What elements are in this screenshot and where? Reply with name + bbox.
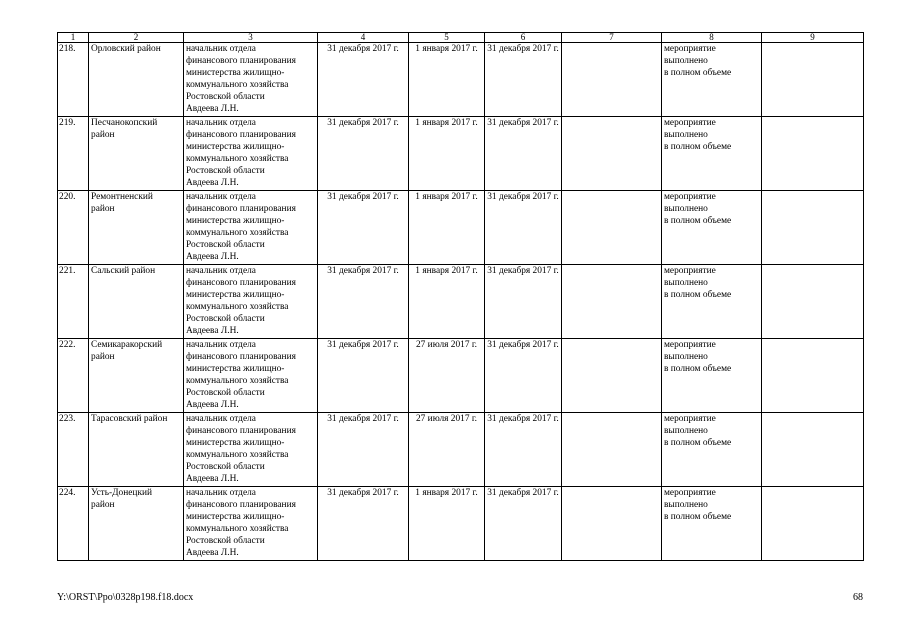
plan-date-cell: 31 декабря 2017 г. bbox=[318, 339, 409, 413]
end-date-cell: 31 декабря 2017 г. bbox=[485, 487, 562, 561]
result-cell-line: выполнено bbox=[664, 352, 708, 362]
district-cell bbox=[89, 487, 184, 561]
plan-date-cell: 31 декабря 2017 г. bbox=[318, 191, 409, 265]
responsible-cell bbox=[184, 339, 318, 413]
responsible-cell-line: коммунального хозяйства bbox=[186, 228, 289, 238]
responsible-cell-line: коммунального хозяйства bbox=[186, 524, 289, 534]
responsible-cell-line: начальник отдела bbox=[186, 44, 256, 54]
document-table bbox=[57, 32, 864, 561]
result-cell-line: выполнено bbox=[664, 204, 708, 214]
district-cell-line: Семикаракорский bbox=[91, 340, 163, 350]
result-cell bbox=[662, 117, 762, 191]
result-cell bbox=[662, 265, 762, 339]
result-cell-line: мероприятие bbox=[664, 340, 716, 350]
district-cell-line: район bbox=[91, 352, 115, 362]
responsible-cell bbox=[184, 43, 318, 117]
result-cell-line: в полном объеме bbox=[664, 216, 732, 226]
result-cell-line: в полном объеме bbox=[664, 438, 732, 448]
responsible-cell-line: Авдеева Л.Н. bbox=[186, 252, 239, 262]
col7-cell bbox=[562, 117, 662, 191]
table-row bbox=[58, 413, 864, 487]
col7-cell bbox=[562, 487, 662, 561]
col9-cell bbox=[762, 339, 864, 413]
header-cell: 5 bbox=[409, 33, 485, 43]
responsible-cell-line: Ростовской области bbox=[186, 166, 265, 176]
result-cell bbox=[662, 339, 762, 413]
responsible-cell bbox=[184, 413, 318, 487]
responsible-cell-line: Авдеева Л.Н. bbox=[186, 326, 239, 336]
district-cell-line: Усть-Донецкий bbox=[91, 488, 153, 498]
responsible-cell-line: Ростовской области bbox=[186, 240, 265, 250]
result-cell-line: выполнено bbox=[664, 56, 708, 66]
district-cell bbox=[89, 339, 184, 413]
header-cell: 6 bbox=[485, 33, 562, 43]
result-cell-line: в полном объеме bbox=[664, 512, 732, 522]
header-cell: 1 bbox=[58, 33, 89, 43]
responsible-cell bbox=[184, 265, 318, 339]
district-cell bbox=[89, 191, 184, 265]
table-row bbox=[58, 487, 864, 561]
col9-cell bbox=[762, 265, 864, 339]
header-cell: 9 bbox=[762, 33, 864, 43]
footer-page-number: 68 bbox=[853, 592, 863, 603]
district-cell bbox=[89, 43, 184, 117]
responsible-cell-line: Ростовской области bbox=[186, 388, 265, 398]
district-cell-line: Сальский район bbox=[91, 266, 156, 276]
start-date-cell: 1 января 2017 г. bbox=[409, 117, 485, 191]
row-number: 219. bbox=[58, 117, 89, 191]
start-date-cell: 1 января 2017 г. bbox=[409, 43, 485, 117]
end-date-cell: 31 декабря 2017 г. bbox=[485, 413, 562, 487]
responsible-cell-line: Авдеева Л.Н. bbox=[186, 548, 239, 558]
responsible-cell-line: министерства жилищно- bbox=[186, 68, 285, 78]
responsible-cell-line: Авдеева Л.Н. bbox=[186, 474, 239, 484]
responsible-cell-line: Ростовской области bbox=[186, 536, 265, 546]
row-number: 220. bbox=[58, 191, 89, 265]
header-cell: 8 bbox=[662, 33, 762, 43]
footer-file-path: Y:\ORST\Ppo\0328p198.f18.docx bbox=[57, 592, 194, 603]
district-cell-line: район bbox=[91, 204, 115, 214]
result-cell-line: выполнено bbox=[664, 500, 708, 510]
table-row bbox=[58, 43, 864, 117]
result-cell-line: в полном объеме bbox=[664, 68, 732, 78]
responsible-cell-line: начальник отдела bbox=[186, 192, 256, 202]
plan-date-cell: 31 декабря 2017 г. bbox=[318, 413, 409, 487]
district-cell-line: район bbox=[91, 130, 115, 140]
header-cell: 7 bbox=[562, 33, 662, 43]
end-date-cell: 31 декабря 2017 г. bbox=[485, 43, 562, 117]
col9-cell bbox=[762, 191, 864, 265]
header-cell: 4 bbox=[318, 33, 409, 43]
row-number: 221. bbox=[58, 265, 89, 339]
header-row bbox=[58, 33, 864, 43]
col9-cell bbox=[762, 117, 864, 191]
result-cell-line: мероприятие bbox=[664, 118, 716, 128]
plan-date-cell: 31 декабря 2017 г. bbox=[318, 117, 409, 191]
responsible-cell bbox=[184, 117, 318, 191]
responsible-cell bbox=[184, 487, 318, 561]
row-number: 218. bbox=[58, 43, 89, 117]
end-date-cell: 31 декабря 2017 г. bbox=[485, 265, 562, 339]
result-cell bbox=[662, 413, 762, 487]
responsible-cell-line: коммунального хозяйства bbox=[186, 80, 289, 90]
row-number: 222. bbox=[58, 339, 89, 413]
responsible-cell-line: Авдеева Л.Н. bbox=[186, 104, 239, 114]
responsible-cell-line: министерства жилищно- bbox=[186, 512, 285, 522]
result-cell-line: в полном объеме bbox=[664, 142, 732, 152]
responsible-cell-line: коммунального хозяйства bbox=[186, 154, 289, 164]
responsible-cell-line: Ростовской области bbox=[186, 92, 265, 102]
result-cell bbox=[662, 191, 762, 265]
district-cell-line: Тарасовский район bbox=[91, 414, 168, 424]
result-cell-line: мероприятие bbox=[664, 414, 716, 424]
district-cell-line: район bbox=[91, 500, 115, 510]
header-cell: 3 bbox=[184, 33, 318, 43]
responsible-cell-line: начальник отдела bbox=[186, 488, 256, 498]
responsible-cell-line: Авдеева Л.Н. bbox=[186, 178, 239, 188]
col7-cell bbox=[562, 265, 662, 339]
start-date-cell: 27 июля 2017 г. bbox=[409, 339, 485, 413]
result-cell-line: в полном объеме bbox=[664, 290, 732, 300]
plan-date-cell: 31 декабря 2017 г. bbox=[318, 265, 409, 339]
result-cell bbox=[662, 487, 762, 561]
col7-cell bbox=[562, 339, 662, 413]
table-row bbox=[58, 117, 864, 191]
result-cell-line: мероприятие bbox=[664, 488, 716, 498]
responsible-cell-line: коммунального хозяйства bbox=[186, 450, 289, 460]
responsible-cell-line: коммунального хозяйства bbox=[186, 376, 289, 386]
row-number: 224. bbox=[58, 487, 89, 561]
table-row bbox=[58, 339, 864, 413]
district-cell-line: Орловский район bbox=[91, 44, 161, 54]
responsible-cell-line: финансового планирования bbox=[186, 278, 296, 288]
responsible-cell-line: начальник отдела bbox=[186, 340, 256, 350]
responsible-cell-line: финансового планирования bbox=[186, 500, 296, 510]
responsible-cell-line: министерства жилищно- bbox=[186, 216, 285, 226]
responsible-cell-line: финансового планирования bbox=[186, 204, 296, 214]
header-cell: 2 bbox=[89, 33, 184, 43]
responsible-cell-line: министерства жилищно- bbox=[186, 364, 285, 374]
start-date-cell: 1 января 2017 г. bbox=[409, 265, 485, 339]
responsible-cell-line: начальник отдела bbox=[186, 266, 256, 276]
district-cell bbox=[89, 117, 184, 191]
col7-cell bbox=[562, 43, 662, 117]
col9-cell bbox=[762, 487, 864, 561]
table-row bbox=[58, 191, 864, 265]
district-cell-line: Ремонтненский bbox=[91, 192, 153, 202]
start-date-cell: 27 июля 2017 г. bbox=[409, 413, 485, 487]
responsible-cell-line: Авдеева Л.Н. bbox=[186, 400, 239, 410]
result-cell-line: выполнено bbox=[664, 130, 708, 140]
responsible-cell-line: финансового планирования bbox=[186, 352, 296, 362]
responsible-cell-line: коммунального хозяйства bbox=[186, 302, 289, 312]
col9-cell bbox=[762, 413, 864, 487]
col7-cell bbox=[562, 413, 662, 487]
result-cell-line: выполнено bbox=[664, 426, 708, 436]
district-cell bbox=[89, 413, 184, 487]
result-cell-line: мероприятие bbox=[664, 266, 716, 276]
end-date-cell: 31 декабря 2017 г. bbox=[485, 117, 562, 191]
responsible-cell-line: министерства жилищно- bbox=[186, 290, 285, 300]
responsible-cell-line: финансового планирования bbox=[186, 56, 296, 66]
start-date-cell: 1 января 2017 г. bbox=[409, 487, 485, 561]
plan-date-cell: 31 декабря 2017 г. bbox=[318, 487, 409, 561]
responsible-cell-line: начальник отдела bbox=[186, 118, 256, 128]
district-cell-line: Песчанокопский bbox=[91, 118, 158, 128]
responsible-cell-line: министерства жилищно- bbox=[186, 438, 285, 448]
responsible-cell-line: Ростовской области bbox=[186, 462, 265, 472]
district-cell bbox=[89, 265, 184, 339]
end-date-cell: 31 декабря 2017 г. bbox=[485, 339, 562, 413]
result-cell-line: в полном объеме bbox=[664, 364, 732, 374]
table-body bbox=[58, 43, 864, 561]
plan-date-cell: 31 декабря 2017 г. bbox=[318, 43, 409, 117]
result-cell-line: мероприятие bbox=[664, 44, 716, 54]
end-date-cell: 31 декабря 2017 г. bbox=[485, 191, 562, 265]
col9-cell bbox=[762, 43, 864, 117]
responsible-cell-line: министерства жилищно- bbox=[186, 142, 285, 152]
result-cell bbox=[662, 43, 762, 117]
responsible-cell-line: Ростовской области bbox=[186, 314, 265, 324]
responsible-cell-line: начальник отдела bbox=[186, 414, 256, 424]
responsible-cell-line: финансового планирования bbox=[186, 426, 296, 436]
start-date-cell: 1 января 2017 г. bbox=[409, 191, 485, 265]
responsible-cell bbox=[184, 191, 318, 265]
result-cell-line: выполнено bbox=[664, 278, 708, 288]
table-row bbox=[58, 265, 864, 339]
result-cell-line: мероприятие bbox=[664, 192, 716, 202]
row-number: 223. bbox=[58, 413, 89, 487]
responsible-cell-line: финансового планирования bbox=[186, 130, 296, 140]
col7-cell bbox=[562, 191, 662, 265]
